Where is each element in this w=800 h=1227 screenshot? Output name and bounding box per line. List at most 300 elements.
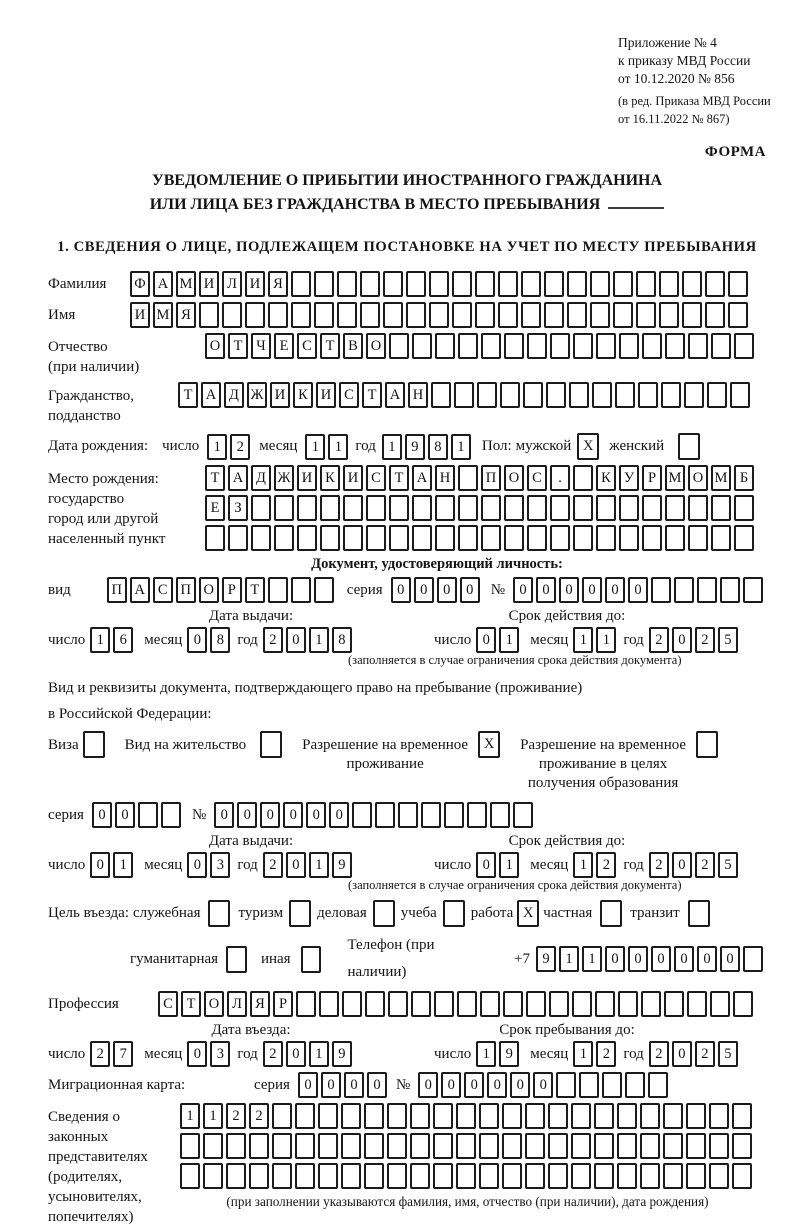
form-cell[interactable]: 1 [382, 434, 402, 460]
form-cell[interactable] [454, 382, 474, 408]
form-cell[interactable]: 2 [249, 1103, 269, 1129]
form-cell[interactable]: 0 [464, 1072, 484, 1098]
form-cell[interactable] [433, 1133, 453, 1159]
form-cell[interactable]: 0 [283, 802, 303, 828]
form-cell[interactable]: Ф [130, 271, 150, 297]
form-cell[interactable] [705, 302, 725, 328]
form-cell[interactable]: 9 [499, 1041, 519, 1067]
purpose-business-checkbox[interactable] [373, 900, 395, 927]
form-cell[interactable] [594, 1103, 614, 1129]
form-cell[interactable]: С [158, 991, 178, 1017]
form-cell[interactable]: 0 [628, 577, 648, 603]
form-cell[interactable]: 1 [559, 946, 579, 972]
form-cell[interactable] [272, 1103, 292, 1129]
form-cell[interactable] [249, 1163, 269, 1189]
form-cell[interactable] [295, 1103, 315, 1129]
form-cell[interactable] [592, 382, 612, 408]
form-cell[interactable]: 1 [113, 852, 133, 878]
form-cell[interactable]: 2 [263, 1041, 283, 1067]
form-cell[interactable]: О [366, 333, 386, 359]
form-cell[interactable] [636, 302, 656, 328]
form-cell[interactable] [291, 577, 311, 603]
form-cell[interactable] [435, 525, 455, 551]
form-cell[interactable] [222, 302, 242, 328]
form-cell[interactable]: И [316, 382, 336, 408]
form-cell[interactable] [619, 525, 639, 551]
form-cell[interactable] [705, 271, 725, 297]
form-cell[interactable] [383, 271, 403, 297]
form-cell[interactable]: 0 [418, 1072, 438, 1098]
form-cell[interactable] [567, 302, 587, 328]
form-cell[interactable] [734, 495, 754, 521]
form-cell[interactable] [274, 495, 294, 521]
form-cell[interactable] [433, 1163, 453, 1189]
form-cell[interactable] [456, 1103, 476, 1129]
form-cell[interactable]: 0 [605, 577, 625, 603]
form-cell[interactable] [636, 271, 656, 297]
form-cell[interactable] [500, 382, 520, 408]
form-cell[interactable]: 0 [187, 627, 207, 653]
form-cell[interactable]: 0 [720, 946, 740, 972]
form-cell[interactable] [320, 495, 340, 521]
purpose-tourism-checkbox[interactable] [289, 900, 311, 927]
form-cell[interactable]: М [153, 302, 173, 328]
form-cell[interactable] [743, 946, 763, 972]
form-cell[interactable]: . [550, 465, 570, 491]
form-cell[interactable]: 0 [286, 627, 306, 653]
form-cell[interactable]: С [297, 333, 317, 359]
form-cell[interactable] [687, 991, 707, 1017]
form-cell[interactable] [199, 302, 219, 328]
form-cell[interactable] [180, 1133, 200, 1159]
form-cell[interactable]: 2 [226, 1103, 246, 1129]
form-cell[interactable] [268, 302, 288, 328]
form-cell[interactable]: 9 [332, 852, 352, 878]
form-cell[interactable] [686, 1103, 706, 1129]
form-cell[interactable]: Т [228, 333, 248, 359]
form-cell[interactable]: 1 [180, 1103, 200, 1129]
form-cell[interactable] [458, 333, 478, 359]
form-cell[interactable]: 2 [695, 1041, 715, 1067]
form-cell[interactable] [228, 525, 248, 551]
form-cell[interactable]: 1 [573, 852, 593, 878]
form-cell[interactable] [502, 1133, 522, 1159]
form-cell[interactable]: 1 [207, 434, 227, 460]
form-cell[interactable] [682, 302, 702, 328]
form-cell[interactable]: 0 [321, 1072, 341, 1098]
form-cell[interactable]: 1 [309, 627, 329, 653]
form-cell[interactable] [728, 302, 748, 328]
form-cell[interactable] [480, 991, 500, 1017]
form-cell[interactable] [410, 1133, 430, 1159]
form-cell[interactable] [503, 991, 523, 1017]
form-cell[interactable] [556, 1072, 576, 1098]
form-cell[interactable] [526, 991, 546, 1017]
form-cell[interactable]: А [228, 465, 248, 491]
form-cell[interactable] [682, 271, 702, 297]
form-cell[interactable]: 0 [460, 577, 480, 603]
form-cell[interactable] [341, 1163, 361, 1189]
form-cell[interactable]: Т [320, 333, 340, 359]
form-cell[interactable]: 0 [559, 577, 579, 603]
form-cell[interactable] [412, 495, 432, 521]
form-cell[interactable]: 0 [90, 852, 110, 878]
form-cell[interactable] [364, 1133, 384, 1159]
form-cell[interactable]: 0 [367, 1072, 387, 1098]
sex-male-checkbox[interactable]: X [577, 433, 599, 460]
form-cell[interactable] [709, 1103, 729, 1129]
form-cell[interactable] [429, 302, 449, 328]
form-cell[interactable] [550, 525, 570, 551]
form-cell[interactable] [421, 802, 441, 828]
form-cell[interactable] [594, 1133, 614, 1159]
form-cell[interactable]: 2 [230, 434, 250, 460]
form-cell[interactable] [674, 577, 694, 603]
form-cell[interactable] [640, 1163, 660, 1189]
form-cell[interactable]: 0 [329, 802, 349, 828]
form-cell[interactable] [688, 525, 708, 551]
form-cell[interactable]: 0 [605, 946, 625, 972]
form-cell[interactable]: 3 [210, 852, 230, 878]
form-cell[interactable] [360, 302, 380, 328]
form-cell[interactable] [337, 271, 357, 297]
form-cell[interactable] [525, 1133, 545, 1159]
form-cell[interactable] [389, 333, 409, 359]
form-cell[interactable]: 1 [573, 1041, 593, 1067]
form-cell[interactable] [642, 525, 662, 551]
form-cell[interactable] [226, 1163, 246, 1189]
form-cell[interactable]: Н [408, 382, 428, 408]
form-cell[interactable] [663, 1133, 683, 1159]
form-cell[interactable] [618, 991, 638, 1017]
form-cell[interactable] [617, 1103, 637, 1129]
form-cell[interactable] [138, 802, 158, 828]
form-cell[interactable] [337, 302, 357, 328]
form-cell[interactable] [523, 382, 543, 408]
form-cell[interactable]: 0 [298, 1072, 318, 1098]
form-cell[interactable] [411, 991, 431, 1017]
form-cell[interactable] [297, 495, 317, 521]
form-cell[interactable]: 0 [237, 802, 257, 828]
form-cell[interactable] [412, 333, 432, 359]
form-cell[interactable]: 0 [286, 852, 306, 878]
form-cell[interactable]: 0 [697, 946, 717, 972]
form-cell[interactable] [602, 1072, 622, 1098]
form-cell[interactable]: 0 [582, 577, 602, 603]
form-cell[interactable] [665, 495, 685, 521]
form-cell[interactable]: С [339, 382, 359, 408]
form-cell[interactable] [434, 991, 454, 1017]
purpose-study-checkbox[interactable] [443, 900, 465, 927]
form-cell[interactable] [550, 495, 570, 521]
form-cell[interactable]: Т [389, 465, 409, 491]
form-cell[interactable] [387, 1163, 407, 1189]
form-cell[interactable] [479, 1133, 499, 1159]
form-cell[interactable] [180, 1163, 200, 1189]
form-cell[interactable]: 1 [203, 1103, 223, 1129]
form-cell[interactable] [590, 302, 610, 328]
form-cell[interactable] [595, 991, 615, 1017]
form-cell[interactable] [383, 302, 403, 328]
form-cell[interactable] [481, 333, 501, 359]
form-cell[interactable]: Р [222, 577, 242, 603]
form-cell[interactable] [743, 577, 763, 603]
form-cell[interactable]: Ж [247, 382, 267, 408]
form-cell[interactable]: И [245, 271, 265, 297]
form-cell[interactable]: 0 [92, 802, 112, 828]
form-cell[interactable] [659, 271, 679, 297]
form-cell[interactable] [429, 271, 449, 297]
form-cell[interactable] [734, 333, 754, 359]
form-cell[interactable] [352, 802, 372, 828]
form-cell[interactable] [525, 1103, 545, 1129]
form-cell[interactable]: 0 [260, 802, 280, 828]
form-cell[interactable]: Н [435, 465, 455, 491]
form-cell[interactable] [366, 525, 386, 551]
form-cell[interactable]: 0 [651, 946, 671, 972]
form-cell[interactable]: Р [273, 991, 293, 1017]
form-cell[interactable]: 0 [628, 946, 648, 972]
form-cell[interactable]: 8 [210, 627, 230, 653]
form-cell[interactable] [467, 802, 487, 828]
form-cell[interactable]: 1 [573, 627, 593, 653]
form-cell[interactable] [458, 525, 478, 551]
form-cell[interactable] [663, 1103, 683, 1129]
form-cell[interactable] [659, 302, 679, 328]
form-cell[interactable] [498, 271, 518, 297]
form-cell[interactable]: В [343, 333, 363, 359]
form-cell[interactable]: 0 [476, 627, 496, 653]
form-cell[interactable]: Е [274, 333, 294, 359]
purpose-work-checkbox[interactable]: X [517, 900, 539, 927]
form-cell[interactable]: 0 [187, 1041, 207, 1067]
form-cell[interactable]: 0 [672, 1041, 692, 1067]
form-cell[interactable] [475, 271, 495, 297]
form-cell[interactable] [571, 1103, 591, 1129]
form-cell[interactable]: О [204, 991, 224, 1017]
form-cell[interactable] [641, 991, 661, 1017]
form-cell[interactable] [360, 271, 380, 297]
form-cell[interactable] [314, 302, 334, 328]
form-cell[interactable] [711, 495, 731, 521]
form-cell[interactable]: П [107, 577, 127, 603]
form-cell[interactable]: К [293, 382, 313, 408]
form-cell[interactable] [569, 382, 589, 408]
form-cell[interactable]: 2 [90, 1041, 110, 1067]
form-cell[interactable] [504, 525, 524, 551]
purpose-private-checkbox[interactable] [600, 900, 622, 927]
form-cell[interactable] [709, 1163, 729, 1189]
form-cell[interactable] [226, 1133, 246, 1159]
form-cell[interactable] [314, 271, 334, 297]
form-cell[interactable] [251, 495, 271, 521]
form-cell[interactable] [640, 1103, 660, 1129]
form-cell[interactable] [642, 495, 662, 521]
form-cell[interactable] [686, 1133, 706, 1159]
form-cell[interactable] [477, 382, 497, 408]
form-cell[interactable]: 1 [451, 434, 471, 460]
form-cell[interactable] [341, 1133, 361, 1159]
form-cell[interactable] [732, 1163, 752, 1189]
form-cell[interactable]: 9 [536, 946, 556, 972]
form-cell[interactable] [521, 271, 541, 297]
form-cell[interactable]: 0 [476, 852, 496, 878]
form-cell[interactable] [245, 302, 265, 328]
form-cell[interactable] [573, 495, 593, 521]
form-cell[interactable] [410, 1163, 430, 1189]
form-cell[interactable] [513, 802, 533, 828]
form-cell[interactable] [527, 495, 547, 521]
form-cell[interactable] [272, 1133, 292, 1159]
form-cell[interactable]: П [481, 465, 501, 491]
form-cell[interactable] [571, 1163, 591, 1189]
form-cell[interactable] [648, 1072, 668, 1098]
form-cell[interactable]: 1 [309, 1041, 329, 1067]
form-cell[interactable]: С [527, 465, 547, 491]
form-cell[interactable] [596, 525, 616, 551]
form-cell[interactable] [550, 333, 570, 359]
form-cell[interactable] [732, 1103, 752, 1129]
form-cell[interactable] [709, 1133, 729, 1159]
form-cell[interactable] [661, 382, 681, 408]
form-cell[interactable]: Я [250, 991, 270, 1017]
form-cell[interactable]: Т [245, 577, 265, 603]
form-cell[interactable] [697, 577, 717, 603]
form-cell[interactable]: А [412, 465, 432, 491]
form-cell[interactable] [710, 991, 730, 1017]
form-cell[interactable] [579, 1072, 599, 1098]
form-cell[interactable]: 0 [672, 852, 692, 878]
form-cell[interactable] [291, 271, 311, 297]
form-cell[interactable] [546, 382, 566, 408]
form-cell[interactable] [435, 333, 455, 359]
form-cell[interactable] [410, 1103, 430, 1129]
form-cell[interactable]: 0 [441, 1072, 461, 1098]
form-cell[interactable] [613, 271, 633, 297]
form-cell[interactable] [272, 1163, 292, 1189]
form-cell[interactable]: Е [205, 495, 225, 521]
form-cell[interactable] [366, 495, 386, 521]
form-cell[interactable] [728, 271, 748, 297]
purpose-humanitarian-checkbox[interactable] [226, 946, 247, 973]
form-cell[interactable] [435, 495, 455, 521]
form-cell[interactable] [615, 382, 635, 408]
form-cell[interactable]: 0 [115, 802, 135, 828]
form-cell[interactable] [431, 382, 451, 408]
form-cell[interactable] [295, 1133, 315, 1159]
form-cell[interactable] [318, 1103, 338, 1129]
form-cell[interactable]: А [130, 577, 150, 603]
form-cell[interactable] [389, 525, 409, 551]
form-cell[interactable] [342, 991, 362, 1017]
form-cell[interactable] [398, 802, 418, 828]
form-cell[interactable] [502, 1163, 522, 1189]
form-cell[interactable]: М [176, 271, 196, 297]
form-cell[interactable] [433, 1103, 453, 1129]
form-cell[interactable] [590, 271, 610, 297]
form-cell[interactable] [364, 1163, 384, 1189]
form-cell[interactable]: Д [251, 465, 271, 491]
form-cell[interactable]: К [320, 465, 340, 491]
form-cell[interactable]: О [205, 333, 225, 359]
form-cell[interactable]: 2 [263, 852, 283, 878]
form-cell[interactable]: У [619, 465, 639, 491]
form-cell[interactable] [341, 1103, 361, 1129]
form-cell[interactable] [274, 525, 294, 551]
form-cell[interactable] [504, 333, 524, 359]
form-cell[interactable] [319, 991, 339, 1017]
form-cell[interactable]: 2 [596, 1041, 616, 1067]
form-cell[interactable] [594, 1163, 614, 1189]
form-cell[interactable]: З [228, 495, 248, 521]
form-cell[interactable]: 9 [405, 434, 425, 460]
form-cell[interactable] [625, 1072, 645, 1098]
form-cell[interactable]: О [504, 465, 524, 491]
form-cell[interactable] [663, 1163, 683, 1189]
form-cell[interactable]: О [199, 577, 219, 603]
form-cell[interactable] [387, 1103, 407, 1129]
form-cell[interactable] [452, 302, 472, 328]
form-cell[interactable] [711, 525, 731, 551]
form-cell[interactable] [161, 802, 181, 828]
form-cell[interactable]: Я [268, 271, 288, 297]
form-cell[interactable]: 6 [113, 627, 133, 653]
purpose-other-checkbox[interactable] [301, 946, 322, 973]
form-cell[interactable]: 7 [113, 1041, 133, 1067]
form-cell[interactable] [444, 802, 464, 828]
form-cell[interactable]: Я [176, 302, 196, 328]
form-cell[interactable] [314, 577, 334, 603]
form-cell[interactable] [548, 1133, 568, 1159]
form-cell[interactable]: Т [362, 382, 382, 408]
purpose-official-checkbox[interactable] [208, 900, 230, 927]
form-cell[interactable] [365, 991, 385, 1017]
form-cell[interactable] [456, 1133, 476, 1159]
form-cell[interactable]: Т [178, 382, 198, 408]
form-cell[interactable]: П [176, 577, 196, 603]
form-cell[interactable] [475, 302, 495, 328]
form-cell[interactable]: 5 [718, 852, 738, 878]
form-cell[interactable] [521, 302, 541, 328]
form-cell[interactable]: А [385, 382, 405, 408]
form-cell[interactable] [734, 525, 754, 551]
form-cell[interactable]: 0 [391, 577, 411, 603]
form-cell[interactable] [664, 991, 684, 1017]
form-cell[interactable]: И [343, 465, 363, 491]
form-cell[interactable] [249, 1133, 269, 1159]
form-cell[interactable]: 2 [263, 627, 283, 653]
form-cell[interactable]: М [711, 465, 731, 491]
form-cell[interactable] [406, 302, 426, 328]
form-cell[interactable]: 0 [510, 1072, 530, 1098]
form-cell[interactable]: Б [734, 465, 754, 491]
form-cell[interactable] [479, 1163, 499, 1189]
form-cell[interactable]: 1 [596, 627, 616, 653]
form-cell[interactable] [619, 333, 639, 359]
form-cell[interactable]: 1 [476, 1041, 496, 1067]
form-cell[interactable]: О [688, 465, 708, 491]
residence-permit-checkbox[interactable] [260, 731, 282, 758]
form-cell[interactable]: 2 [695, 852, 715, 878]
form-cell[interactable]: 3 [210, 1041, 230, 1067]
form-cell[interactable] [688, 333, 708, 359]
form-cell[interactable] [613, 302, 633, 328]
form-cell[interactable] [481, 495, 501, 521]
form-cell[interactable] [638, 382, 658, 408]
form-cell[interactable] [479, 1103, 499, 1129]
form-cell[interactable] [573, 333, 593, 359]
form-cell[interactable] [733, 991, 753, 1017]
